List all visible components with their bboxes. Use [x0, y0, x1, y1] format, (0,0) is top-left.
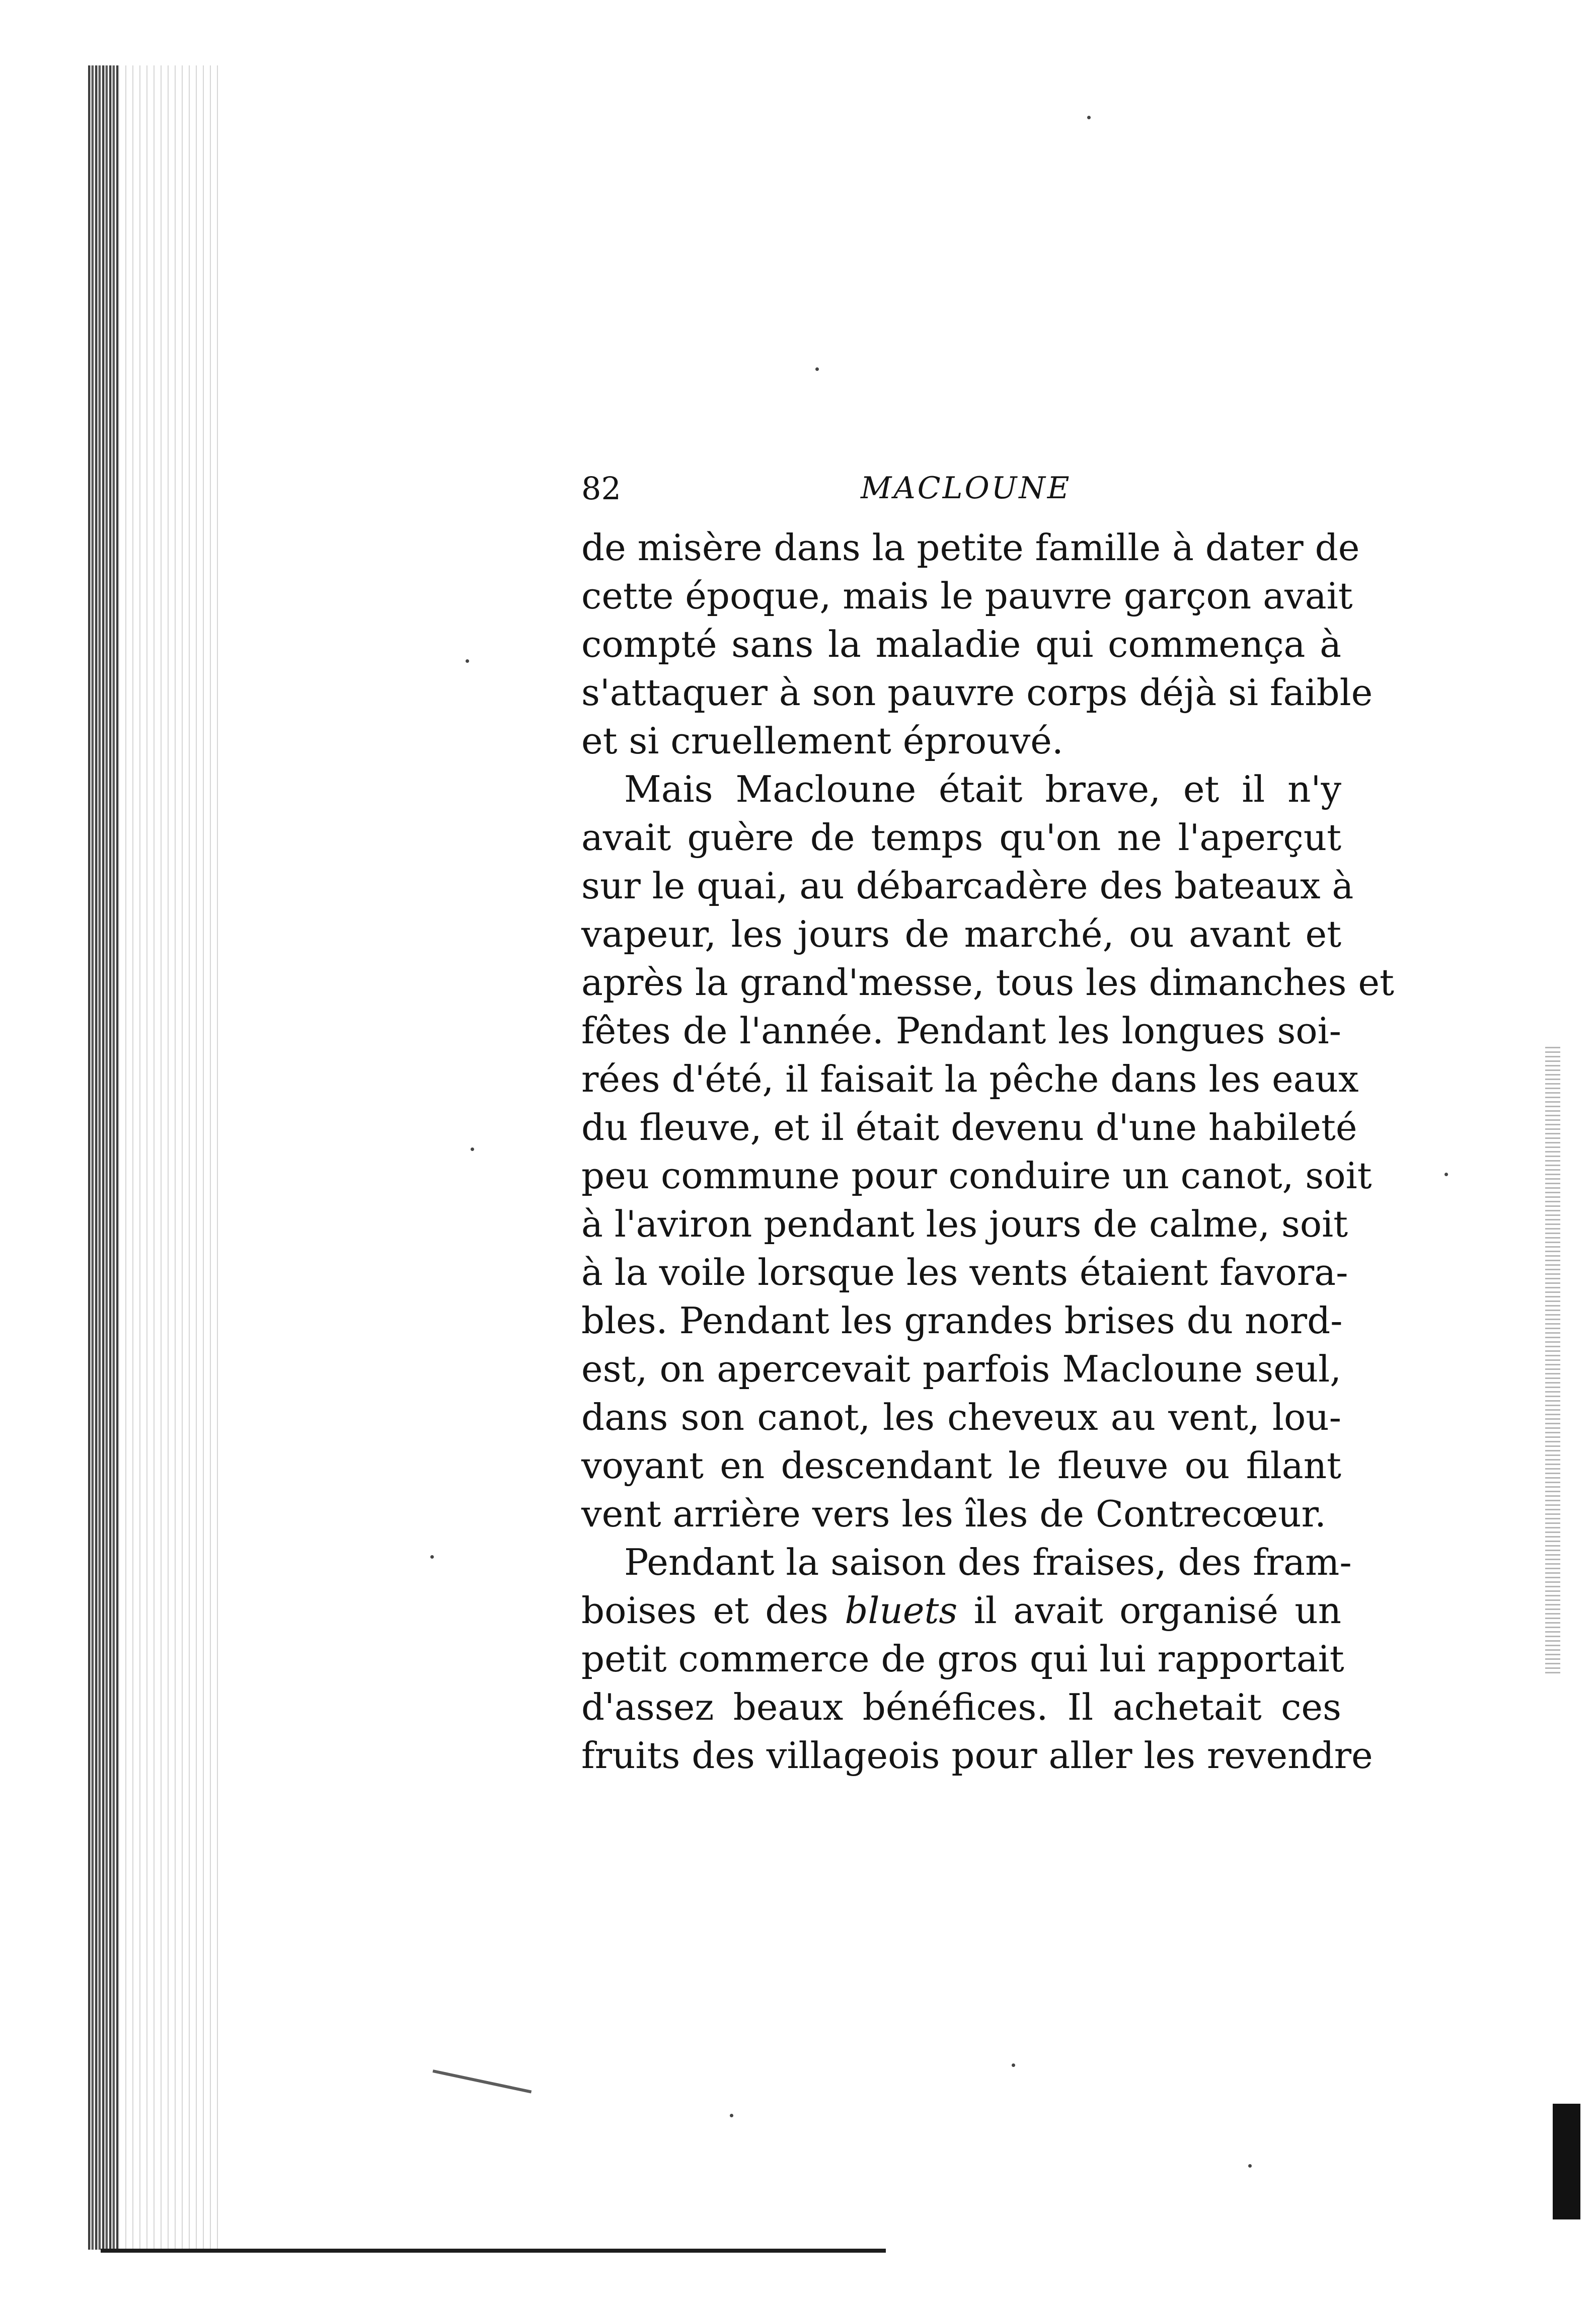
stray-pen-mark [432, 2069, 531, 2093]
page-text-block [581, 463, 1394, 1780]
text-line: et si cruellement éprouvé. [581, 720, 1063, 762]
paragraph-3 [581, 1538, 1373, 1780]
scan-speck [1445, 1173, 1448, 1176]
text-line: de misère dans la petite famille à dater de [581, 526, 1360, 569]
text-line: compté sans la maladie qui commença à [581, 623, 1341, 665]
paragraph-1 [581, 523, 1373, 765]
text-line: peu commune pour conduire un canot, soit [581, 1155, 1372, 1197]
text-line: rées d'été, il faisait la pêche dans les eaux [581, 1058, 1359, 1100]
scan-speck [1012, 2063, 1015, 2067]
paragraph-2 [581, 765, 1394, 1538]
scan-speck [471, 1147, 474, 1151]
text-line: à la voile lorsque les vents étaient favora- [581, 1251, 1348, 1293]
page-edge-shadow [1553, 2104, 1580, 2219]
scan-speck [430, 1555, 434, 1559]
scan-speck [1248, 2164, 1252, 2168]
text-line: s'attaquer à son pauvre corps déjà si faible [581, 671, 1373, 714]
book-gutter-texture [118, 65, 219, 2250]
page-number: 82 [581, 470, 621, 507]
scan-speck [466, 659, 469, 663]
text-run: il avait organisé un [957, 1589, 1341, 1632]
text-line: est, on apercevait parfois Macloune seul, [581, 1348, 1341, 1390]
text-line: à l'aviron pendant les jours de calme, soit [581, 1203, 1348, 1245]
text-line: petit commerce de gros qui lui rapportait [581, 1638, 1344, 1680]
text-line: sur le quai, au débarcadère des bateaux à [581, 865, 1354, 907]
text-line: dans son canot, les cheveux au vent, lou- [581, 1396, 1341, 1438]
book-spine-shadow [88, 65, 118, 2250]
bottom-edge-line [101, 2249, 886, 2253]
running-head [581, 463, 1341, 523]
text-line: bles. Pendant les grandes brises du nord- [581, 1299, 1343, 1342]
scan-speck [815, 367, 819, 371]
text-run: boises et des [581, 1589, 845, 1632]
text-line: fêtes de l'année. Pendant les longues soi- [581, 1010, 1341, 1052]
text-line: Mais Macloune était brave, et il n'y [624, 768, 1341, 810]
text-line: après la grand'messe, tous les dimanches et [581, 961, 1394, 1004]
running-title: MACLOUNE [861, 471, 1072, 506]
text-line: du fleuve, et il était devenu d'une habileté [581, 1106, 1357, 1148]
text-line: vent arrière vers les îles de Contrecœur. [581, 1493, 1326, 1535]
text-line: Pendant la saison des fraises, des fram- [624, 1541, 1352, 1583]
text-line: cette époque, mais le pauvre garçon avait [581, 575, 1353, 617]
scan-speck [1087, 116, 1091, 119]
text-line: avait guère de temps qu'on ne l'aperçut [581, 816, 1341, 859]
text-line: fruits des villageois pour aller les revendre [581, 1734, 1373, 1777]
text-line: d'assez beaux bénéfices. Il achetait ces [581, 1686, 1341, 1728]
italic-term: bluets [845, 1589, 958, 1632]
text-line: voyant en descendant le fleuve ou filant [581, 1444, 1341, 1487]
page-edge-texture [1545, 1047, 1560, 1676]
text-line: vapeur, les jours de marché, ou avant et [581, 913, 1341, 955]
scan-speck [730, 2114, 733, 2117]
text-line-mixed [581, 1586, 1341, 1635]
